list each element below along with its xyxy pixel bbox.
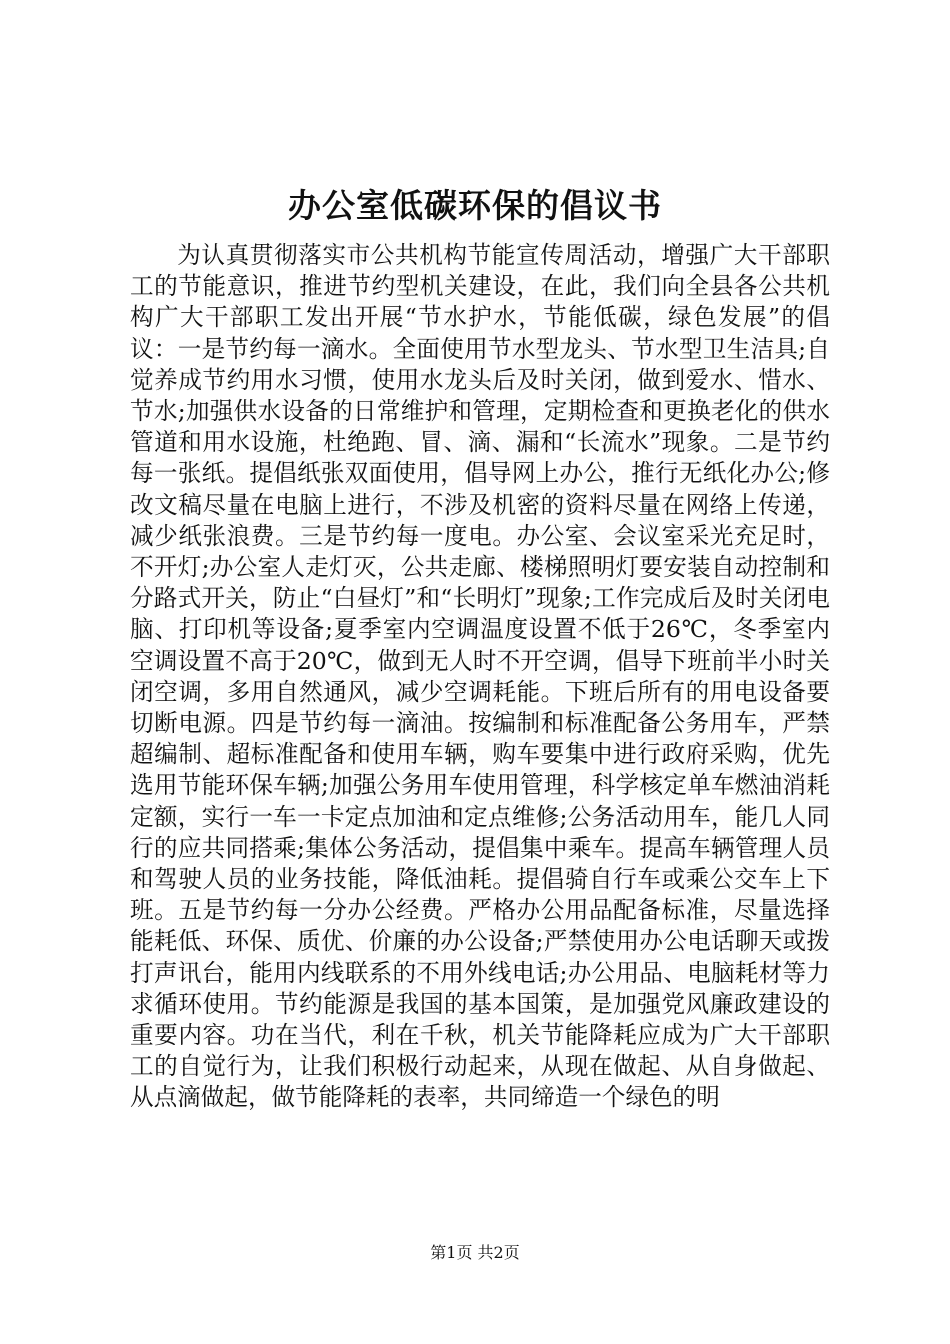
- document-title: 办公室低碳环保的倡议书: [288, 186, 662, 225]
- page-footer: 第1页 共2页: [430, 1243, 520, 1262]
- document-body: 为认真贯彻落实市公共机构节能宣传周活动，增强广大干部职工的节能意识，推进节约型机关建设，在此，我们向全县各公共机构广大干部职工发出开展“节水护水，节能低碳，绿色发展”的倡议：一是节约每一滴水。全面使用节水型龙头、节水型卫生洁具;自觉养成节约用水习惯，使用水龙头后及时关闭，做到爱水、惜水、节水;加强供水设备的日常维护和管理，定期检查和更换老化的供水管道和用水设施，杜绝跑、冒、滴、漏和“长流水”现象。二是节约每一张纸。提倡纸张双面使用，倡导网上办公，推行无纸化办公;修改文稿尽量在电脑上进行，不涉及机密的资料尽量在网络上传递，减少纸张浪费。三是节约每一度电。办公室、会议室采光充足时，不开灯;办公室人走灯灭，公共走廊、楼梯照明灯要安装自动控制和分路式开关，防止“白昼灯”和“长明灯”现象;工作完成后及时关闭电脑、打印机等设备;夏季室内空调温度设置不低于26℃，冬季室内空调设置不高于20℃，做到无人时不开空调，倡导下班前半小时关闭空调，多用自然通风，减少空调耗能。下班后所有的用电设备要切断电源。四是节约每一滴油。按编制和标准配备公务用车，严禁超编制、超标准配备和使用车辆，购车要集中进行政府采购，优先选用节能环保车辆;加强公务用车使用管理，科学核定单车燃油消耗定额，实行一车一卡定点加油和定点维修;公务活动用车，能几人同行的应共同搭乘;集体公务活动，提倡集中乘车。提高车辆管理人员和驾驶人员的业务技能，降低油耗。提倡骑自行车或乘公交车上下班。五是节约每一分办公经费。严格办公用品配备标准，尽量选择能耗低、环保、质优、价廉的办公设备;严禁使用办公电话聊天或拨打声讯台，能用内线联系的不用外线电话;办公用品、电脑耗材等力求循环使用。节约能源是我国的基本国策，是加强党风廉政建设的重要内容。功在当代，利在千秋，机关节能降耗应成为广大干部职工的自觉行为，让我们积极行动起来，从现在做起、从自身做起、从点滴做起，做节能降耗的表率，共同缔造一个绿色的明: [130, 241, 830, 1112]
